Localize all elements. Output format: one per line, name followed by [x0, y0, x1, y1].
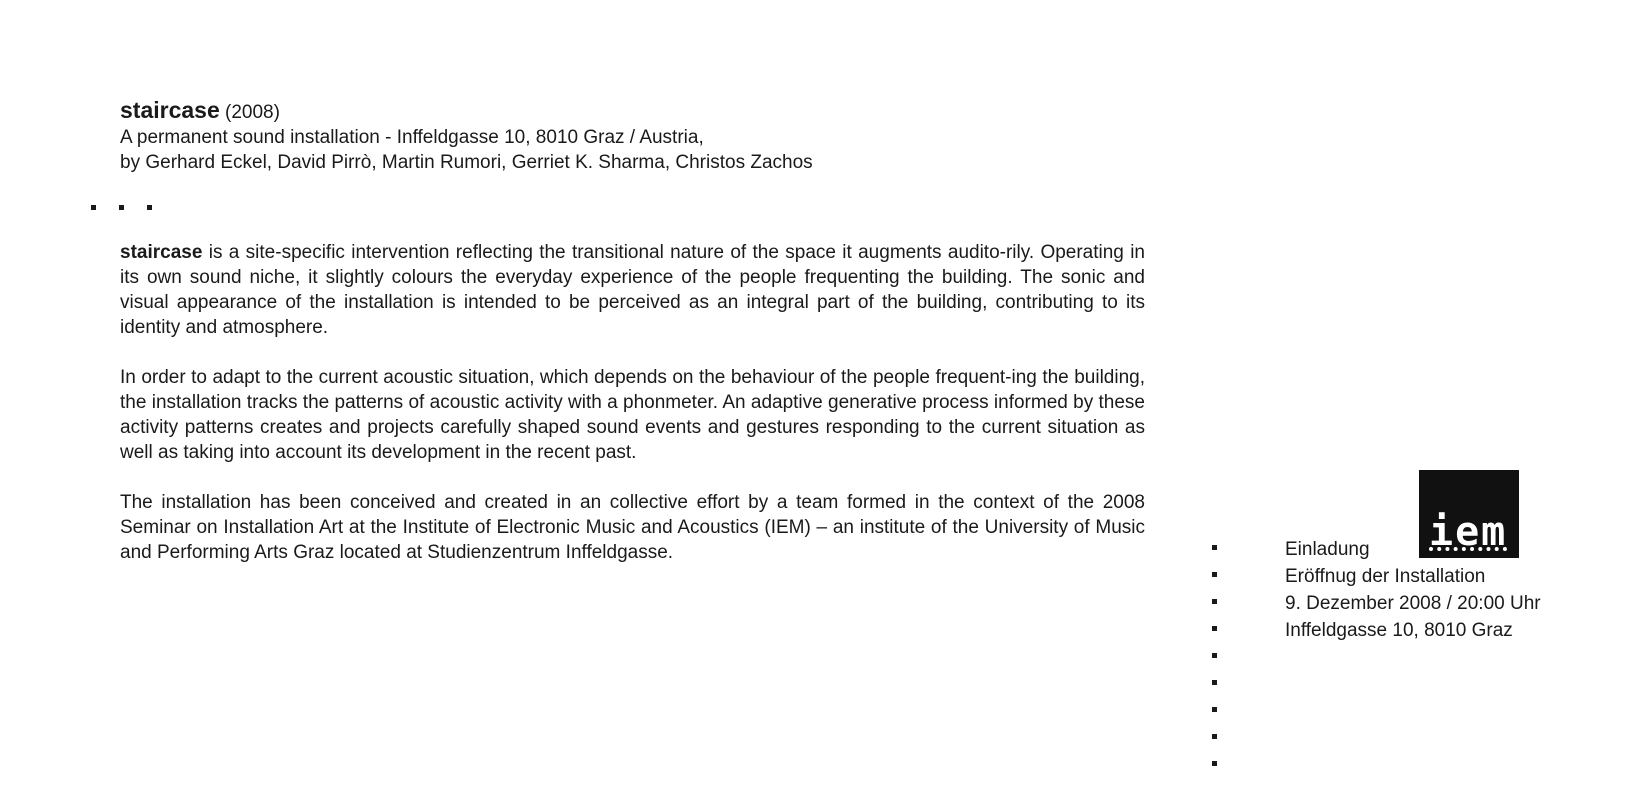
paragraph-2: In order to adapt to the current acoustic situation, which depends on the behaviour of the people frequent-ing the building, the installation tracks the patterns of acoustic activity with a phonmeter. An adaptive generative process informed by these activity patterns creates and projects carefully shaped sound events and gestures responding to the current situation as well as taking into account its development in the recent past. — [120, 367, 1145, 463]
body-text — [120, 240, 1145, 565]
separator-dot — [147, 205, 152, 210]
credits: by Gerhard Eckel, David Pirrò, Martin Rumori, Gerriet K. Sharma, Christos Zachos — [120, 152, 813, 173]
bullet-dot — [1212, 707, 1217, 712]
bullet-dot — [1212, 626, 1217, 631]
invitation-heading: Einladung — [1285, 539, 1370, 560]
paragraph-3: The installation has been conceived and created in an collective effort by a team formed in the context of the 2008 Seminar on Installation Art at the Institute of Electronic Music and Acoustics (IEM) – an institute of the University of Music and Performing Arts Graz located at Studienzentrum Inffeldgasse. — [120, 492, 1145, 563]
bullet-dot — [1212, 761, 1217, 766]
bullet-dots — [1212, 545, 1217, 766]
separator-dot — [119, 205, 124, 210]
title-year: (2008) — [225, 102, 280, 123]
header — [120, 98, 1120, 175]
separator-dot — [91, 205, 96, 210]
separator-dots — [91, 205, 152, 210]
bullet-dot — [1212, 599, 1217, 604]
invitation-event: Eröffnug der Installation — [1285, 566, 1486, 587]
paragraph-1-lead: staircase — [120, 242, 203, 263]
invitation-address: Inffeldgasse 10, 8010 Graz — [1285, 620, 1513, 641]
page-title: staircase — [120, 97, 220, 123]
logo-text: iem — [1429, 509, 1508, 555]
bullet-dot — [1212, 545, 1217, 550]
paragraph-1-text: is a site-specific intervention reflecting the transitional nature of the space it augments audito-rily. Operating in its own sound niche, it slightly colours the everyday experience of the people frequenting the building. The sonic and visual appearance of the installation is intended to be perceived as an integral part of the building, contributing to its identity and atmosphere. — [120, 242, 1145, 338]
bullet-dot — [1212, 680, 1217, 685]
paragraph-1 — [120, 240, 1145, 340]
bullet-dot — [1212, 572, 1217, 577]
title-line — [120, 98, 1120, 125]
invitation-date: 9. Dezember 2008 / 20:00 Uhr — [1285, 593, 1541, 614]
invitation-block — [1285, 536, 1541, 644]
subtitle: A permanent sound installation - Inffeldgasse 10, 8010 Graz / Austria, — [120, 127, 704, 148]
bullet-dot — [1212, 653, 1217, 658]
bullet-dot — [1212, 734, 1217, 739]
